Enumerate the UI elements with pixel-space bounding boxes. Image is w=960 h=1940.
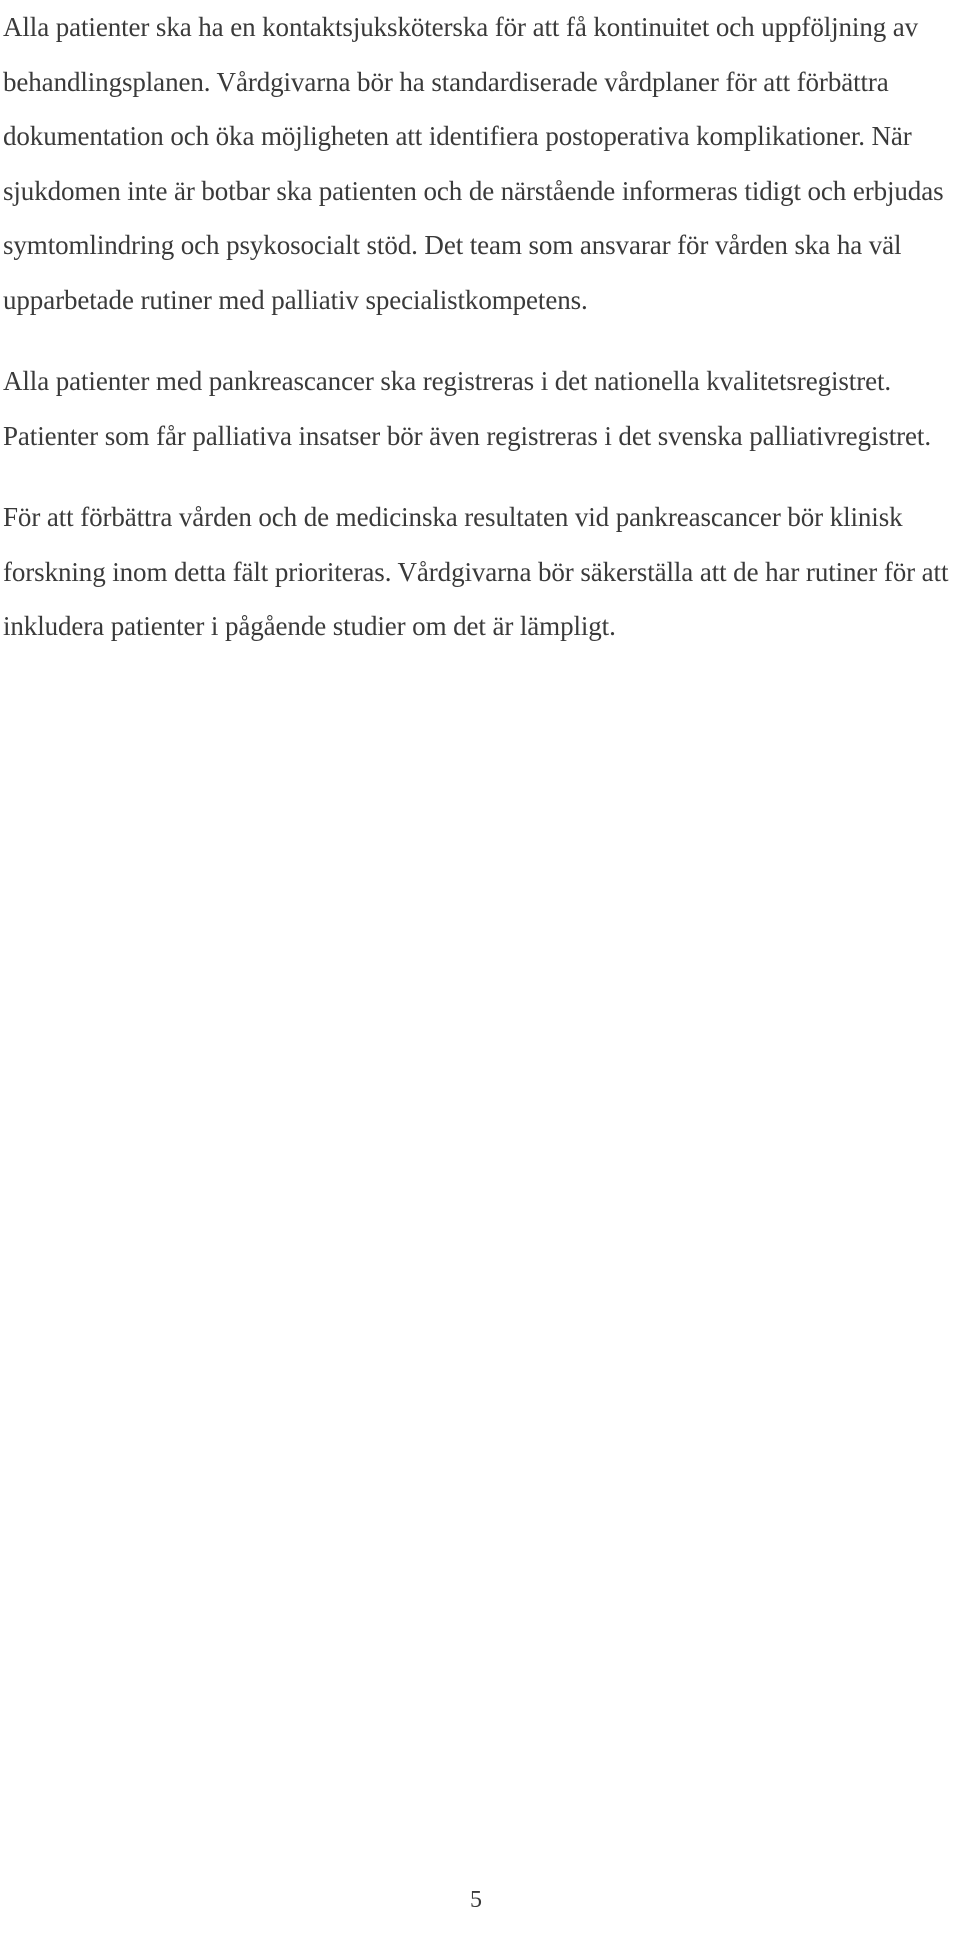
body-text — [3, 0, 958, 654]
paragraph-contact-nurse: Alla patienter ska ha en kontaktsjuksköterska för att få kontinuitet och uppföljning av behandlingsplanen. Vårdgivarna bör ha standardiserade vårdplaner för att förbättra dokumentation och öka möjligheten att identifiera postoperativa komplikationer. När sjukdomen inte är botbar ska patienten och de närstående informeras tidigt och erbjudas symtomlindring och psykosocialt stöd. Det team som ansvarar för vården ska ha väl upparbetade rutiner med palliativ specialistkompetens. — [3, 12, 944, 315]
paragraph-clinical-research: För att förbättra vården och de medicinska resultaten vid pankreascancer bör klinisk forskning inom detta fält prioriteras. Vårdgivarna bör säkerställa att de har rutiner för att inkludera patienter i pågående studier om det är lämpligt. — [3, 502, 949, 641]
paragraph-quality-registry: Alla patienter med pankreascancer ska registreras i det nationella kvalitetsregistret. Patienter som får palliativa insatser bör även registreras i det svenska palliativregistret. — [3, 366, 931, 451]
page-number: 5 — [470, 1887, 482, 1913]
